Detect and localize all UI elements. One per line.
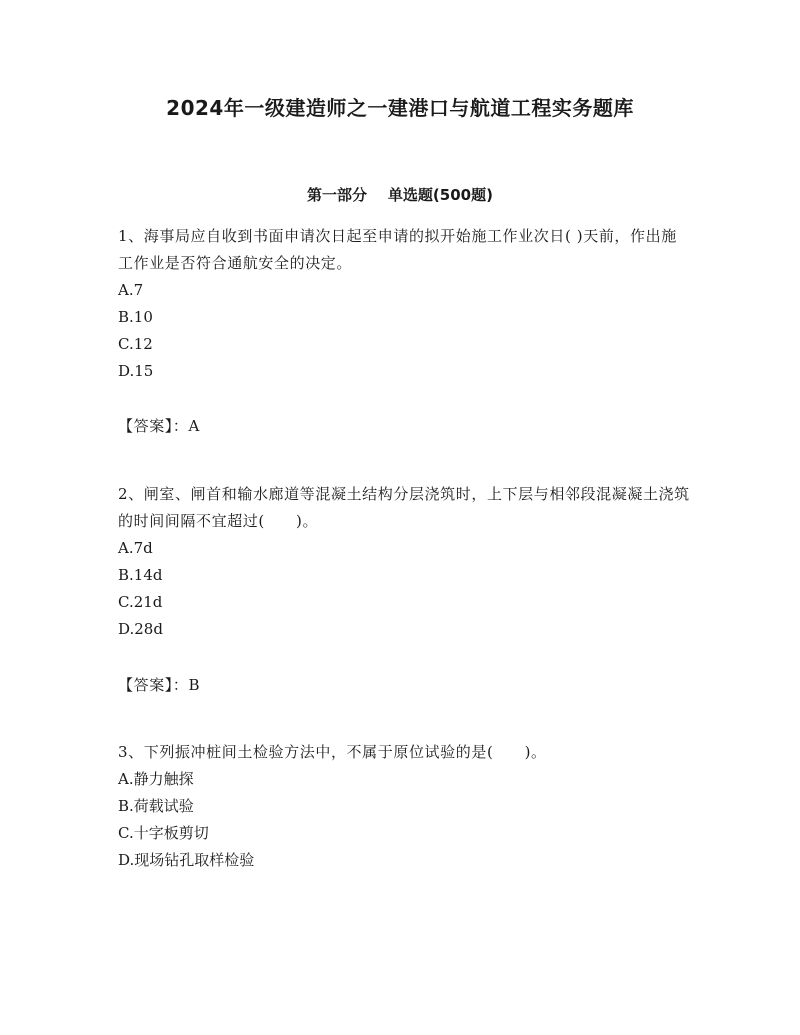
option-c: C.十字板剪切 bbox=[118, 824, 209, 842]
option-d: D.现场钻孔取样检验 bbox=[118, 851, 255, 869]
option-d: D.28d bbox=[118, 620, 163, 638]
option-d: D.15 bbox=[118, 362, 154, 380]
document-title: 2024年一级建造师之一建港口与航道工程实务题库 bbox=[166, 96, 634, 120]
question-1 bbox=[118, 223, 690, 385]
option-b: B.10 bbox=[118, 308, 153, 326]
option-b: B.荷载试验 bbox=[118, 797, 194, 815]
section-heading: 第一部分 单选题(500题) bbox=[307, 186, 493, 204]
question-stem: 2、闸室、闸首和输水廊道等混凝土结构分层浇筑时，上下层与相邻段混凝凝土浇筑的时间间隔不宜超过( )。 bbox=[118, 485, 690, 530]
question-stem: 3、下列振冲桩间土检验方法中，不属于原位试验的是( )。 bbox=[118, 743, 547, 761]
option-a: A.静力触探 bbox=[118, 770, 194, 788]
answer-value: B bbox=[188, 676, 201, 694]
question-2 bbox=[118, 481, 690, 643]
question-stem: 1、海事局应自收到书面申请次日起至申请的拟开始施工作业次日( )天前，作出施工作业是否符合通航安全的决定。 bbox=[118, 227, 677, 272]
answer-1 bbox=[118, 413, 200, 440]
answer-value: A bbox=[188, 417, 200, 435]
answer-label: 【答案】： bbox=[118, 676, 189, 694]
answer-2 bbox=[118, 672, 200, 699]
option-c: C.21d bbox=[118, 593, 163, 611]
option-a: A.7d bbox=[118, 539, 153, 557]
answer-label: 【答案】： bbox=[118, 417, 189, 435]
question-3 bbox=[118, 739, 690, 874]
option-c: C.12 bbox=[118, 335, 153, 353]
option-a: A.7 bbox=[118, 281, 144, 299]
option-b: B.14d bbox=[118, 566, 163, 584]
